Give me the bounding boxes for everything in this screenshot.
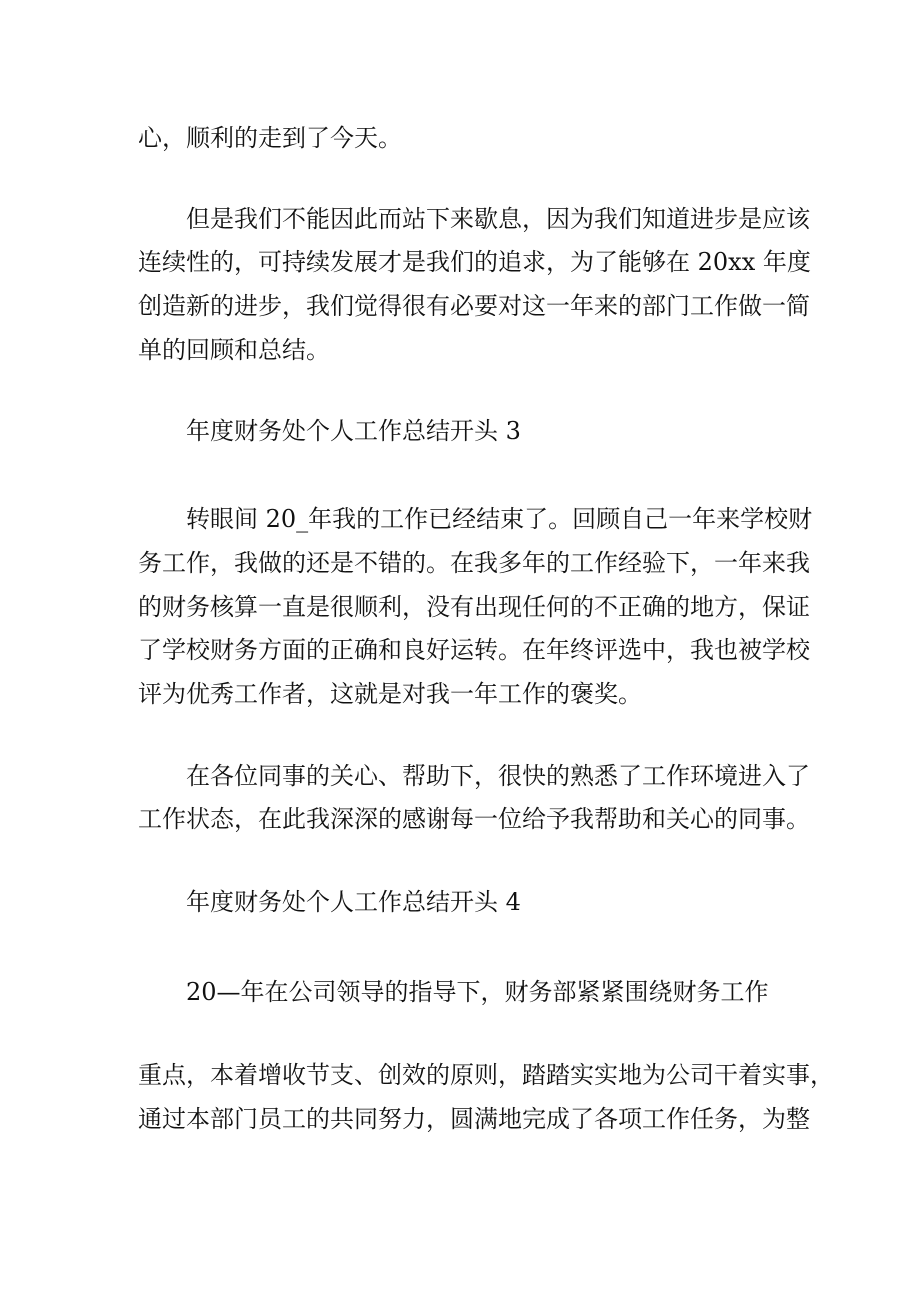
paragraph-line: 了学校财务方面的正确和良好运转。在年终评选中，我也被学校 — [138, 636, 810, 664]
paragraph-line: 务工作，我做的还是不错的。在我多年的工作经验下，一年来我 — [138, 549, 810, 577]
paragraph-line: 创造新的进步，我们觉得很有必要对这一年来的部门工作做一简 — [138, 292, 810, 320]
paragraph-line: 20—年在公司领导的指导下，财务部紧紧围绕财务工作 — [186, 978, 769, 1006]
paragraph-line: 通过本部门员工的共同努力，圆满地完成了各项工作任务，为整 — [138, 1105, 810, 1133]
paragraph-line: 工作状态，在此我深深的感谢每一位给予我帮助和关心的同事。 — [138, 805, 810, 833]
paragraph-line: 重点，本着增收节支、创效的原则，踏踏实实地为公司干着实事， — [138, 1061, 834, 1089]
paragraph-line: 连续性的，可持续发展才是我们的追求，为了能够在 20xx 年度 — [138, 248, 811, 276]
paragraph-line: 评为优秀工作者，这就是对我一年工作的褒奖。 — [138, 680, 642, 708]
section-heading: 年度财务处个人工作总结开头 4 — [186, 888, 521, 916]
paragraph-line: 的财务核算一直是很顺利，没有出现任何的不正确的地方，保证 — [138, 593, 810, 621]
paragraph-line: 单的回顾和总结。 — [138, 336, 330, 364]
paragraph-line: 在各位同事的关心、帮助下，很快的熟悉了工作环境进入了 — [186, 762, 810, 790]
paragraph-line: 心，顺利的走到了今天。 — [138, 124, 402, 152]
paragraph-line: 转眼间 20_年我的工作已经结束了。回顾自己一年来学校财 — [186, 505, 813, 533]
section-heading: 年度财务处个人工作总结开头 3 — [186, 417, 521, 445]
paragraph-line: 但是我们不能因此而站下来歇息，因为我们知道进步是应该 — [186, 205, 810, 233]
